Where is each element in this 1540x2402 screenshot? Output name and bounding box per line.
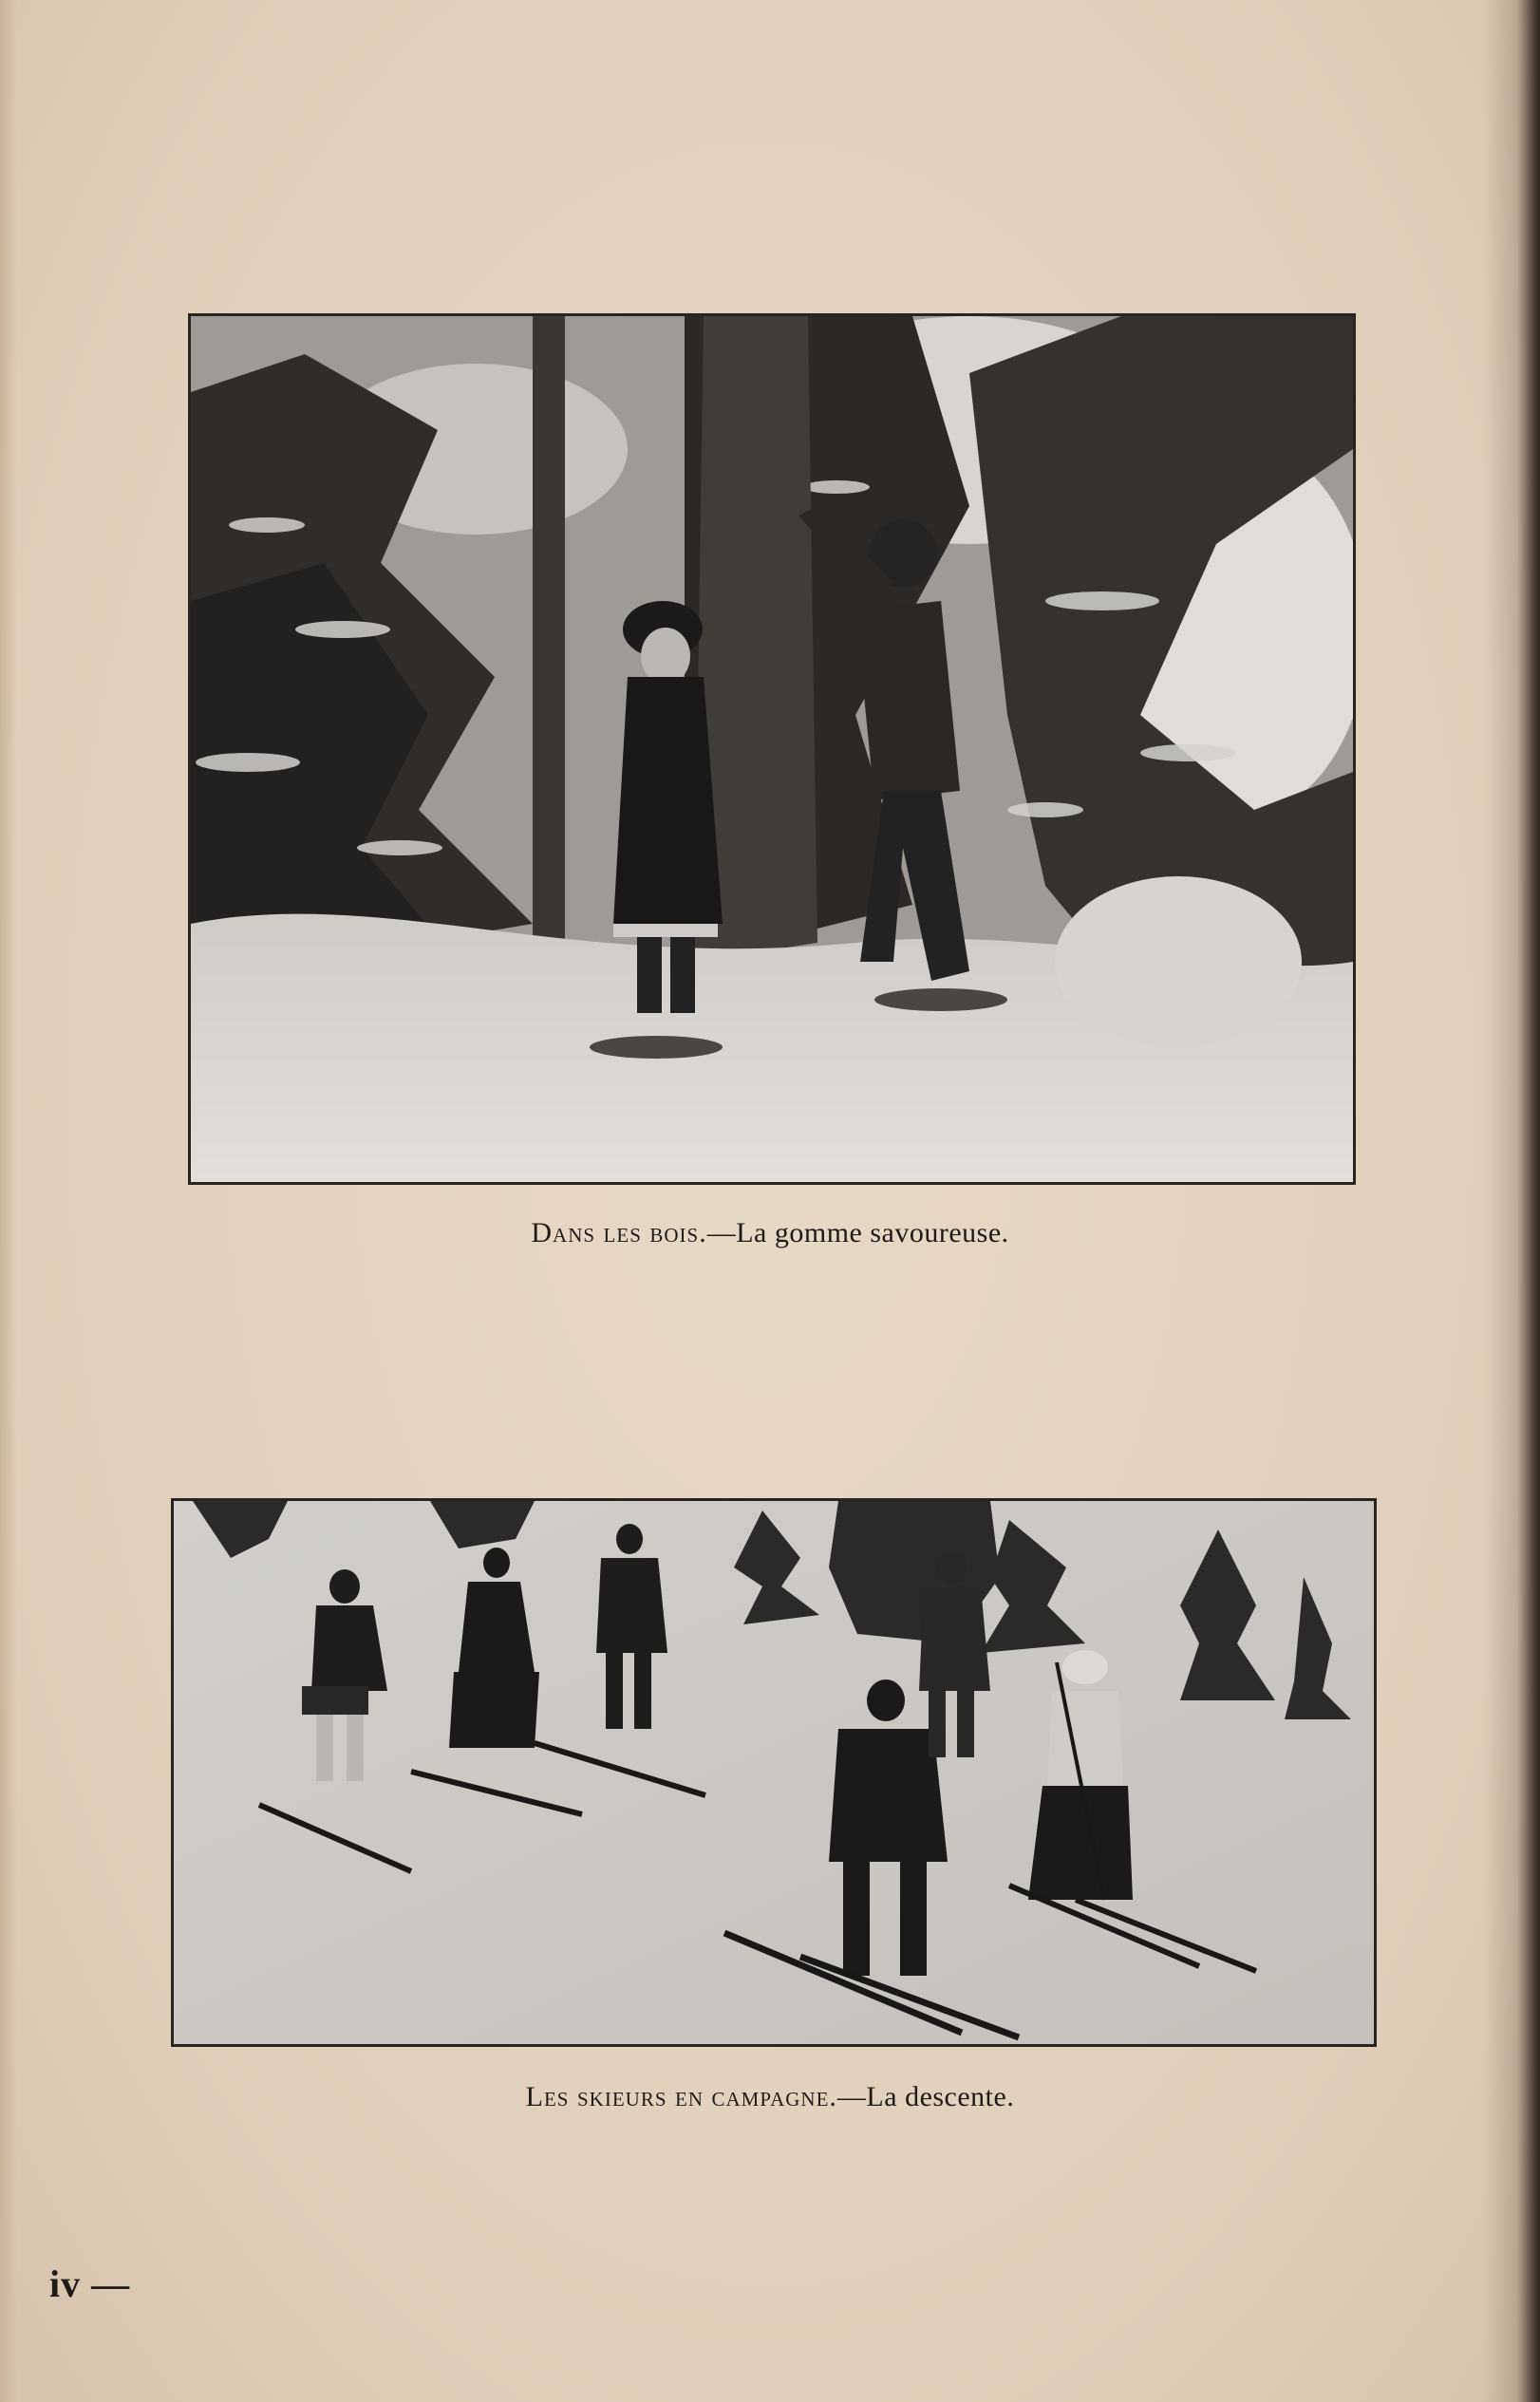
page-number: iv — xyxy=(49,2262,131,2305)
caption-woods-title: Dans les bois. xyxy=(531,1217,707,1248)
woods-photo-illustration xyxy=(191,316,1353,1182)
photo-woods-scene xyxy=(188,313,1356,1185)
photo-skiers-scene xyxy=(171,1498,1377,2047)
binding-shadow xyxy=(0,0,17,2402)
caption-skiers-text: —La descente. xyxy=(836,2081,1015,2112)
caption-woods xyxy=(0,1217,1540,1249)
caption-skiers xyxy=(0,2081,1540,2113)
caption-woods-text: —La gomme savoureuse. xyxy=(706,1217,1009,1248)
caption-skiers-title: Les skieurs en campagne. xyxy=(525,2081,837,2112)
skiers-photo-illustration xyxy=(174,1501,1374,2044)
page-edge-shadow xyxy=(1483,0,1540,2402)
